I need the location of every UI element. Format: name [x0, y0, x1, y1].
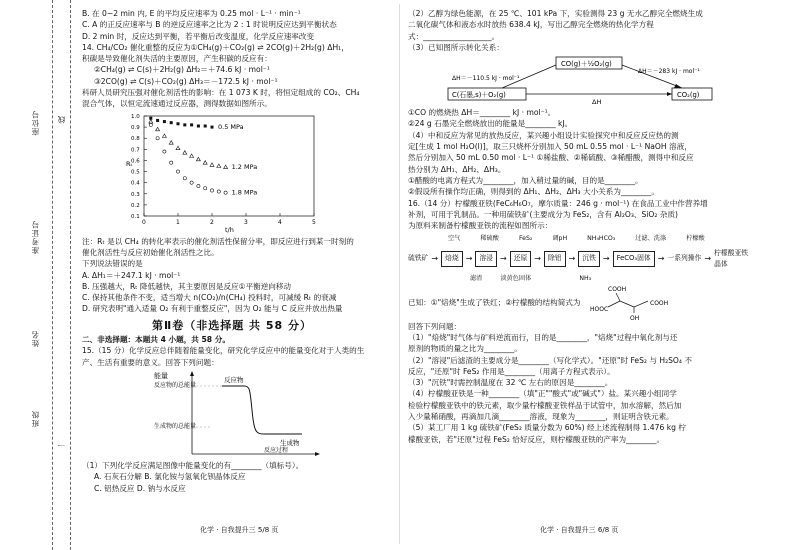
y-tick-label: 0.4: [131, 180, 140, 187]
text-line: 檬酸亚铁，若"还原"过程 FeS₂ 恰好反应，则柠檬酸亚铁的产率为________。: [408, 434, 665, 444]
flow-reagent: FeS₂: [518, 235, 533, 243]
option-line: C. 铝热反应 D. 钠与水反应: [94, 483, 186, 493]
y-tick-label: 0.6: [131, 158, 140, 165]
data-point-square: [163, 120, 166, 123]
enthalpy-cycle: [442, 55, 790, 105]
y-tick-label: 0.2: [131, 202, 140, 209]
text-line: 产、生活有重要的意义。回答下列问题：: [82, 357, 219, 367]
flow-step: 除铝: [544, 251, 566, 266]
enthalpy-cycle-svg: [442, 55, 732, 105]
data-point-triangle: [183, 150, 187, 154]
flow-start: 硫铁矿: [408, 254, 429, 263]
data-point-triangle: [149, 119, 153, 123]
process-flow: 空气 稀硫酸 FeS₂ 调pH NH₄HCO₃ 过滤、洗涤 柠檬酸 硫铁矿 → 焙烧 → 溶浸 → 还原 → 除铝 → 沉铁 → FeCO₃固体 → 一系列操作 → 柠檬酸亚铁晶体 滤渣 淡黄色固体 NH₃: [408, 233, 790, 284]
option-line: A. 石灰石分解 B. 氯化铵与氢氧化钡晶体反应: [94, 472, 246, 482]
data-point-triangle: [217, 164, 221, 168]
data-point-square: [204, 124, 207, 127]
product-energy-label: 生成物的总能量: [154, 422, 197, 430]
data-point-circle: [197, 184, 200, 187]
text-line: 入少量稀硝酸，再滴加几滴________溶液，现象为________，则证明含铁元素。: [408, 412, 674, 422]
flow-step: 焙烧: [441, 251, 463, 266]
text-line: ①醋酸的电离方程式为________，加入稍过量的碱，目的是________。: [408, 175, 643, 185]
series-label: 1.8 MPa: [231, 188, 258, 197]
y-tick-label: 0.7: [131, 147, 140, 154]
data-point-circle: [190, 181, 193, 184]
flow-step: FeCO₃固体: [613, 251, 655, 266]
data-point-circle: [170, 161, 173, 164]
flow-byproduct: 滤渣: [470, 275, 483, 283]
flow-byproduct: 淡黄色固体: [500, 275, 532, 283]
structure-label: COOH: [608, 285, 627, 293]
cycle-right-box: CO₂(g): [677, 91, 700, 100]
data-point-triangle: [203, 160, 207, 164]
left-page-footer: 化学 · 自我提升三 5/8 页: [200, 526, 279, 534]
data-point-square: [183, 123, 186, 126]
structure-label: HOOC: [590, 305, 609, 313]
equation-line: ②CH₄(g) ⇌ C(s)＋2H₂(g) ΔH₂＝＋74.6 kJ · mol⁻¹: [94, 65, 270, 75]
option-d: D. 研究表明"通入适量 O₂ 有利于重整反应"，因为 O₂ 能与 C 反应并放出热量: [82, 304, 343, 314]
data-point-square: [156, 119, 159, 122]
flow-reagent: 调pH: [552, 235, 568, 243]
data-point-square: [190, 123, 193, 126]
text-line: 为原料来制备柠檬酸亚铁的流程如图所示：: [408, 221, 553, 231]
text-line: 然后分别加入 50 mL 0.50 mol · L⁻¹ ①稀盐酸、②稀硫酸、③稀醋酸，测得中和反应: [408, 153, 694, 163]
data-point-triangle: [196, 157, 200, 161]
structure-label: COOH: [650, 299, 669, 307]
data-point-triangle: [176, 146, 180, 150]
flow-reagent: NH₄HCO₃: [587, 235, 616, 243]
cycle-dh2: ΔH＝－283 kJ · mol⁻¹: [638, 68, 700, 76]
question-14-stem: 14. CH₄/CO₂ 催化重整的反应为①CH₄(g)＋CO₂(g) ⇌ 2CO(g)＋2H₂(g) ΔH₁，: [82, 42, 349, 52]
class-label: 班级: [31, 410, 40, 427]
text-line: （2）"溶浸"后滤渣的主要成分是________（写化学式）。"还原"时 FeS₂ 与 H₂SO₄ 不: [408, 355, 692, 365]
name-label: 姓名: [31, 330, 40, 347]
text-line: 混合气体，以恒定流速通过反应器，测得数据如图所示。: [82, 99, 272, 109]
citric-acid-structure: [590, 285, 680, 321]
flow-step: 溶浸: [475, 251, 497, 266]
data-point-triangle: [190, 154, 194, 158]
x-tick-label: 2: [210, 218, 214, 226]
x-axis-label: t/h: [225, 225, 234, 234]
known-info: [408, 285, 790, 321]
flow-step: 还原: [510, 251, 532, 266]
data-point-triangle: [224, 165, 228, 169]
known-text: 已知：①"焙烧"生成了铁红；②柠檬酸的结构简式为: [408, 297, 581, 307]
flow-reagent: 稀硫酸: [480, 235, 499, 243]
data-point-circle: [210, 189, 213, 192]
page-divider: [399, 4, 400, 544]
text-line: C. A 的正反应速率与 B 的逆反应速率之比为 2 : 1 时说明反应达到平衡状态: [82, 20, 337, 30]
text-line: 补剂，可用于乳制品。一种用硫铁矿(主要成分为 FeS₂，含有 Al₂O₃、SiO₂ 杂质): [408, 209, 679, 219]
text-line: 定[生成 1 mol H₂O(l)]，取三只烧杯分别加入 50 mL 0.55 mol · L⁻¹ NaOH 溶液，: [408, 142, 692, 152]
data-point-triangle: [156, 127, 160, 130]
y-tick-label: 0.1: [131, 213, 140, 220]
binding-line: [52, 0, 53, 550]
y-tick-label: 0.8: [131, 135, 140, 142]
reactant-energy-label: 反应物的总能量: [154, 381, 197, 389]
energy-diagram-svg: [152, 370, 322, 458]
text-line: 式：__________________。: [408, 31, 500, 41]
series-label: 1.2 MPa: [231, 162, 258, 171]
flow-reagent: 过滤、洗涤: [635, 235, 667, 243]
x-tick-label: 0: [142, 218, 146, 226]
data-point-square: [170, 121, 173, 124]
structure-label: OH: [630, 314, 640, 321]
data-point-triangle: [169, 140, 173, 144]
text-line: （3）"沉铁"时需控制温度在 32 ℃ 左右的原因是________。: [408, 378, 613, 388]
flow-reagent: 空气: [448, 235, 461, 243]
y-tick-label: 0.3: [131, 191, 140, 198]
text-line: （2）乙醇为绿色能源，在 25 ℃、101 kPa 下，实验测得 23 g 无水乙醇完全燃烧生成: [408, 9, 703, 18]
text-line: 注：Rₜ 是以 CH₄ 的转化率表示的催化剂活性保留分率，即反应进行到某一时刻的: [82, 236, 354, 246]
exam-number-label: 准考证号: [31, 220, 40, 254]
text-line: 二氧化碳气体和液态水时放热 638.4 kJ，写出乙醇完全燃烧的热化学方程: [408, 20, 654, 30]
cycle-dh: ΔH: [592, 98, 602, 106]
flow-end: 柠檬酸亚铁晶体: [714, 248, 749, 269]
text-line: 热分别为 ΔH₁、ΔH₂、ΔH₃。: [408, 164, 506, 174]
text-line: （4）中和反应为常见的放热反应，某兴趣小组设计实验探究中和反应反应热的测: [408, 130, 679, 140]
binding-line-inner: [70, 0, 71, 550]
text-line: 检验柠檬酸亚铁中的铁元素，取少量柠檬酸亚铁样品于试管中，加水溶解，然后加: [408, 400, 682, 410]
x-tick-label: 4: [278, 218, 282, 226]
x-tick-label: 1: [176, 218, 180, 226]
text-line: 科研人员研究压强对催化剂活性的影响：在 1 073 K 时，将恒定组成的 CO₂、CH₄: [82, 88, 360, 98]
y-tick-label: 0.9: [131, 124, 140, 131]
left-column: [82, 8, 382, 494]
option-a: A. ΔH₁＝＋247.1 kJ · mol⁻¹: [82, 270, 181, 280]
data-point-triangle: [162, 134, 166, 138]
option-c: C. 保持其他条件不变，适当增大 n(CO₂)/n(CH₄) 投料时，可减缓 Rₜ 的衰减: [82, 293, 337, 303]
pressure-chart: [124, 112, 382, 234]
product-label: 生成物: [280, 438, 300, 447]
cycle-top-box: CO(g)＋½O₂(g): [561, 60, 612, 69]
text-line: （4）柠檬酸亚铁是一种________（填"正""酸式"或"碱式"）盐。某兴趣小组同学: [408, 389, 677, 399]
seat-number-label: 座位号: [31, 110, 40, 136]
pressure-chart-svg: [124, 112, 324, 234]
data-point-triangle: [210, 163, 214, 167]
text-line: D. 2 min 时，反应达到平衡，若平衡后改变温度，化学反应速率改变: [82, 31, 315, 41]
text-line: （3）已知图所示转化关系：: [408, 42, 504, 52]
reactant-label: 反应物: [224, 375, 244, 384]
data-point-square: [177, 122, 180, 125]
seal-mark: 一: [57, 440, 66, 449]
flow-reagent: 柠檬酸: [686, 235, 705, 243]
equation-line: ③2CO(g) ⇌ C(s)＋CO₂(g) ΔH₃＝－172.5 kJ · mol⁻¹: [94, 76, 278, 86]
text-line: ②假设所有操作均正确，则得到的 ΔH₁、ΔH₂、ΔH₃ 大小关系为________。: [408, 187, 659, 197]
data-point-circle: [163, 150, 166, 153]
text-line: 反应，"还原"时 FeS₂ 作用是________（用离子方程式表示）。: [408, 366, 615, 376]
question-16-stem: 16.（14 分）柠檬酸亚铁(FeC₆H₆O₇，摩尔质量：246 g · mol⁻¹) 在食品工业中作营养增: [408, 198, 708, 208]
x-tick-label: 3: [244, 218, 248, 226]
energy-diagram: [152, 370, 382, 458]
y-tick-label: 1.0: [131, 113, 140, 120]
data-point-circle: [176, 170, 179, 173]
y-axis-label: Rₜ: [126, 159, 133, 168]
flow-byproduct: NH₃: [579, 275, 592, 283]
data-point-circle: [156, 136, 159, 139]
text-line: ①CO 的燃烧热 ΔH＝________ kJ · mol⁻¹。: [408, 108, 556, 118]
data-point-circle: [217, 190, 220, 193]
part-title: 第Ⅱ卷（非选择题 共 58 分）: [151, 318, 313, 332]
data-point-circle: [204, 186, 207, 189]
option-b: B. 压强越大，Rₜ 降低越快，其主要原因是反应①平衡逆向移动: [82, 281, 292, 291]
data-point-square: [197, 124, 200, 127]
text-line: 下列说法错误的是: [82, 259, 143, 269]
text-line: 催化剂活性与反应初始催化剂活性之比。: [82, 247, 219, 257]
flow-series-op: 一系列操作: [667, 254, 702, 263]
series-label: 0.5 MPa: [218, 122, 244, 131]
question-15-stem: 15.（15 分）化学反应总伴随着能量变化，研究化学反应中的能量变化对于人类的生: [82, 346, 365, 356]
text-line: 原剂的物质的量之比为________。: [408, 344, 522, 354]
text-line: （1）"焙烧"时气体与矿料逆流而行，目的是________，"焙烧"过程中氧化剂与还: [408, 332, 678, 342]
data-point-square: [211, 125, 214, 128]
right-page-footer: 化学 · 自我提升三 6/8 页: [540, 526, 619, 534]
text-line: ②24 g 石墨完全燃烧放出的能量是________ kJ。: [408, 119, 573, 129]
question-15-part1: （1）下列化学反应满足图像中能量变化的有________（填标号）。: [82, 460, 304, 470]
x-tick-label: 5: [312, 218, 316, 226]
data-point-circle: [224, 191, 227, 194]
data-point-circle: [183, 176, 186, 179]
text-line: 回答下列问题：: [408, 321, 462, 331]
right-column: [408, 8, 790, 445]
seal-mark: 线: [57, 115, 66, 124]
section-heading: 二、非选择题：本题共 4 小题，共 58 分。: [82, 335, 230, 345]
data-point-circle: [149, 123, 152, 126]
text-line: B. 在 0~2 min 内, E 的平均反应速率为 0.25 mol · L⁻¹ · min⁻¹: [82, 9, 301, 18]
energy-axis-label: 能量: [154, 371, 168, 380]
cycle-dh1: ΔH＝－110.5 kJ · mol⁻¹: [452, 75, 520, 83]
text-line: 积碳是导致催化剂失活的主要原因，产生积碳的反应有：: [82, 54, 272, 64]
flow-step: 沉铁: [578, 251, 600, 266]
y-tick-label: 0.5: [131, 169, 140, 176]
reaction-progress-label: 反应过程: [264, 446, 289, 454]
cycle-left-box: C(石墨,s)＋O₂(g): [452, 91, 506, 100]
text-line: （5）某工厂用 1 kg 硫铁矿(FeS₂ 质量分数为 60%) 经上述流程制得 1.476 kg 柠: [408, 423, 686, 433]
